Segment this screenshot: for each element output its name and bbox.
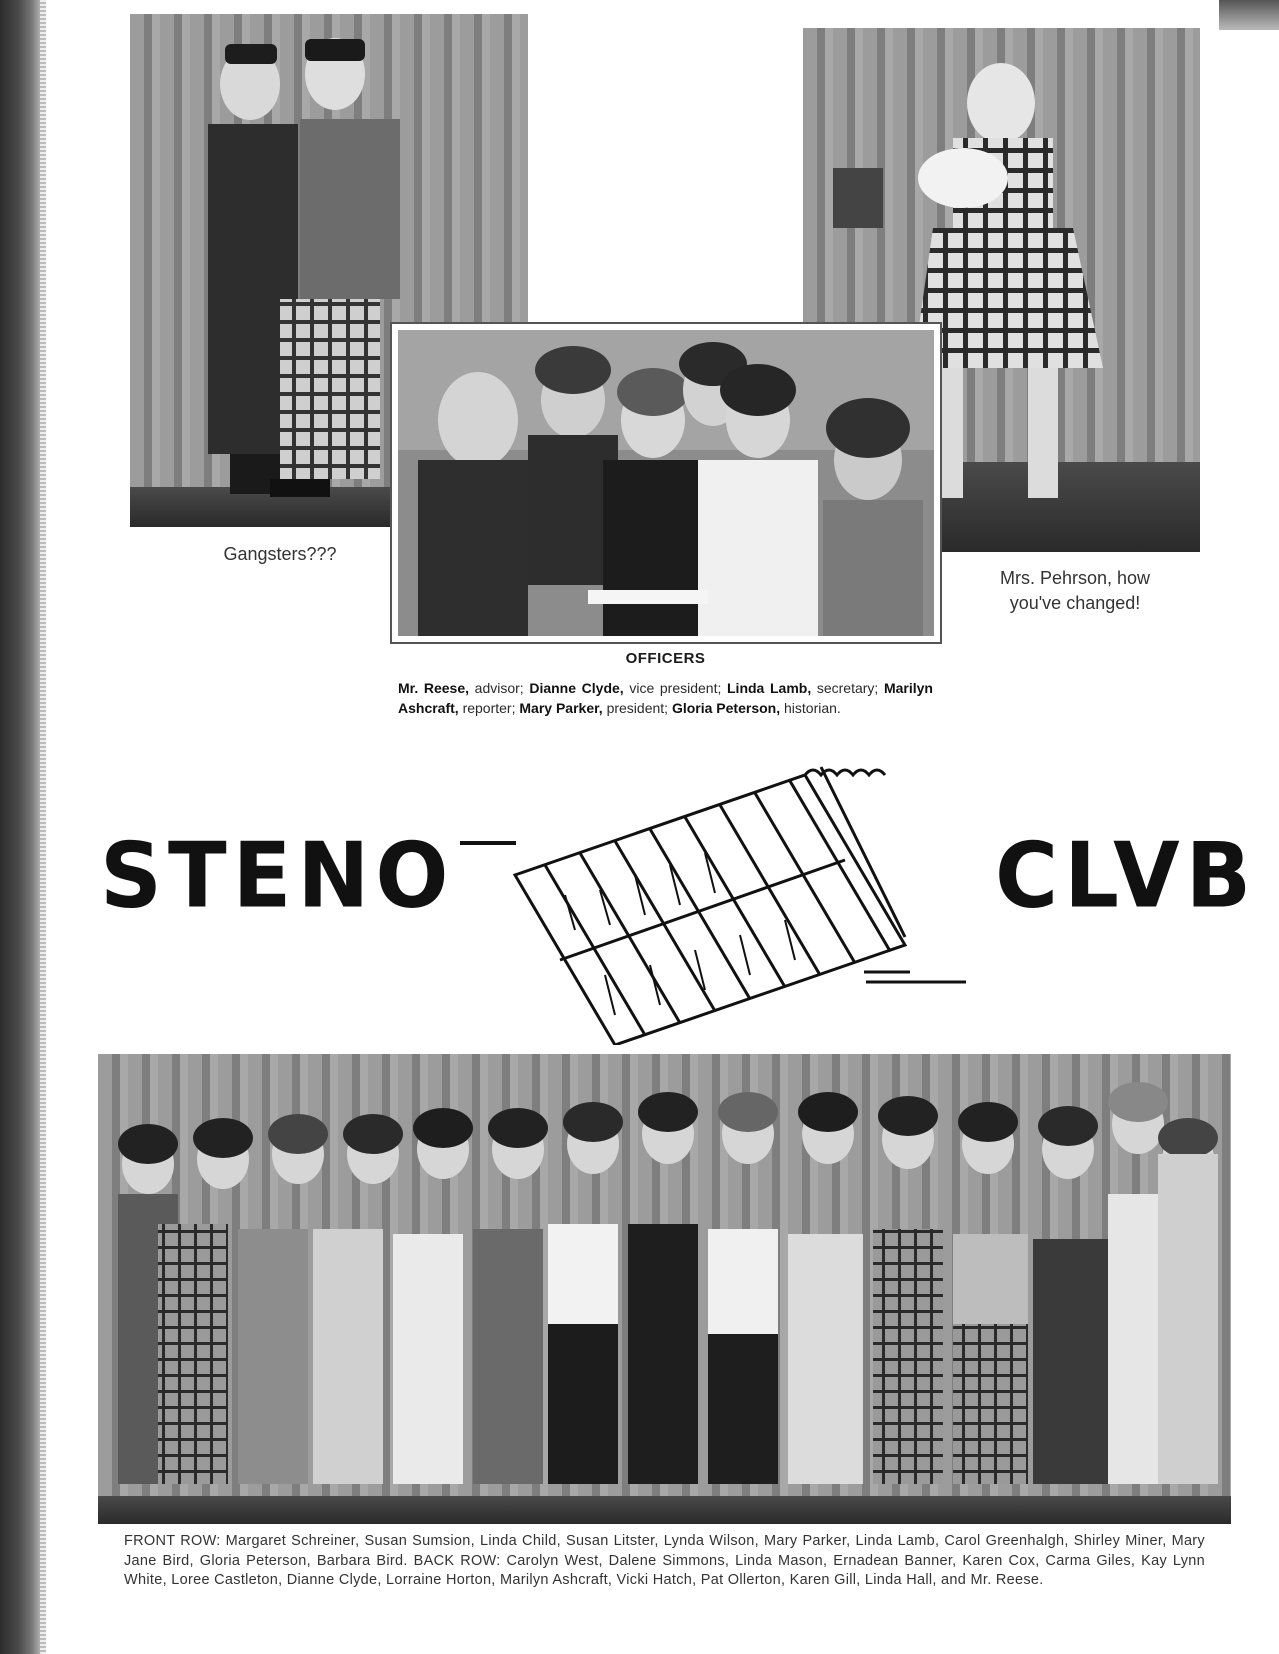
officer-name: Dianne Clyde,: [529, 680, 624, 696]
pehrson-caption: [960, 566, 1190, 616]
gangsters-caption: Gangsters???: [223, 544, 337, 564]
officer-name: Gloria Peterson,: [671, 700, 781, 717]
group-photo: [98, 1054, 1231, 1524]
group-caption: FRONT ROW: Margaret Schreiner, Susan Sumsion, Linda Child, Susan Litster, Lynda Wilson, Mary Parker, Linda Lamb, Carol Greenhalgh, Shirley Miner, Mary Jane Bird, Gloria Peterson, Barbara Bird. BACK ROW: Carolyn West, Dalene Simmons, Linda Mason, Ernadean Banner, Karen Cox, Carma Giles, Kay Lynn White, Loree Castleton, Dianne Clyde, Lorraine Horton, Marilyn Ashcraft, Vicki Hatch, Pat Ollerton, Karen Gill, Linda Hall, and Mr. Reese.: [124, 1533, 1205, 1589]
officer-name: Mary Parker,: [519, 700, 603, 717]
officer-name: Mr. Reese,: [398, 680, 470, 696]
officers-photo: [398, 330, 934, 636]
heading-clvb: CLVB: [995, 823, 1258, 929]
officer-role: advisor;: [469, 680, 530, 696]
group-members-illustration: [98, 1054, 1231, 1524]
officer-role: secretary;: [811, 680, 884, 696]
officers-title: OFFICERS: [625, 650, 706, 667]
officers-photo-frame: [390, 322, 942, 644]
book-binding: [0, 0, 46, 1654]
pehrson-caption-line1: Mrs. Pehrson, how: [999, 568, 1151, 588]
officers-group-illustration: [398, 330, 934, 636]
officer-role: president;: [602, 700, 672, 717]
officer-name: Linda Lamb,: [727, 680, 812, 696]
page-corner-shadow: [1219, 0, 1279, 30]
pehrson-caption-line2: you've changed!: [1009, 593, 1141, 614]
heading-steno: STENO: [100, 823, 455, 929]
heading-dash-right: [860, 968, 970, 988]
officer-role: reporter;: [458, 700, 520, 717]
officer-role: vice president;: [623, 680, 727, 696]
officer-name: Marilyn Ashcraft,: [398, 680, 933, 717]
steno-pad-icon: [505, 745, 945, 1045]
officer-role: historian.: [780, 700, 841, 717]
officers-caption: [398, 678, 933, 719]
